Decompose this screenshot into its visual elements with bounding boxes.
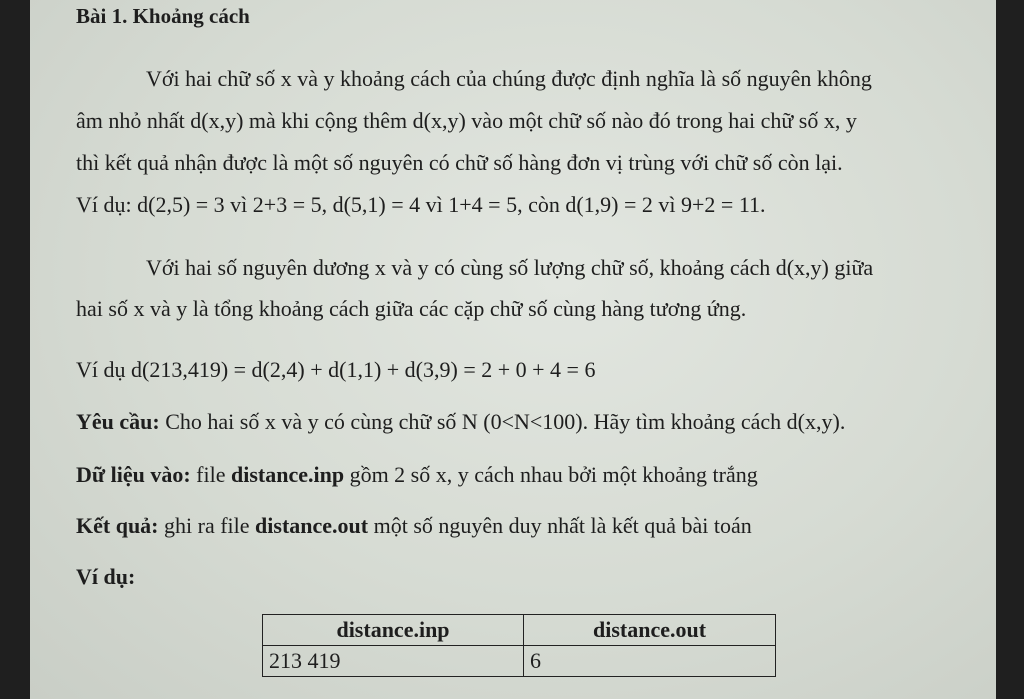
input-text-after: gồm 2 số x, y cách nhau bởi một khoảng trắng: [344, 462, 758, 487]
table-cell-output: 6: [524, 646, 776, 677]
problem-title: Bài 1. Khoảng cách: [76, 4, 250, 28]
input-filename: distance.inp: [230, 462, 345, 487]
requirement-label: Yêu cầu:: [76, 409, 160, 434]
example-formula: Ví dụ d(213,419) = d(2,4) + d(1,1) + d(3,9) = 2 + 0 + 4 = 6: [76, 357, 596, 382]
input-label: Dữ liệu vào:: [76, 462, 191, 487]
output-text-before: ghi ra file: [158, 513, 256, 538]
output-text-after: một số nguyên duy nhất là kết quả bài toán: [368, 513, 752, 538]
requirement-text: Cho hai số x và y có cùng chữ số N (0<N<100). Hãy tìm khoảng cách d(x,y).: [159, 409, 846, 434]
table-cell-input: 213 419: [263, 646, 524, 677]
table-row: [263, 646, 776, 677]
input-text-before: file: [190, 462, 231, 487]
document-page: [30, 0, 996, 699]
paragraph1-line2: âm nhỏ nhất d(x,y) mà khi cộng thêm d(x,y) vào một chữ số nào đó trong hai chữ số x, y: [76, 108, 857, 133]
example-label: Ví dụ:: [76, 564, 136, 589]
paragraph2-line2: hai số x và y là tổng khoảng cách giữa các cặp chữ số cùng hàng tương ứng.: [76, 296, 747, 321]
paragraph2-line1: Với hai số nguyên dương x và y có cùng số lượng chữ số, khoảng cách d(x,y) giữa: [146, 255, 874, 280]
output-label: Kết quả:: [76, 513, 159, 538]
table-header-row: [263, 615, 776, 646]
example-table: [262, 614, 776, 677]
output-filename: distance.out: [255, 513, 369, 538]
table-header-output: distance.out: [524, 615, 776, 646]
output-line: [76, 513, 752, 539]
input-line: [76, 462, 758, 488]
paragraph1-line1: Với hai chữ số x và y khoảng cách của chúng được định nghĩa là số nguyên không: [146, 66, 872, 91]
requirement-line: [76, 409, 845, 435]
paragraph1-line4: Ví dụ: d(2,5) = 3 vì 2+3 = 5, d(5,1) = 4 vì 1+4 = 5, còn d(1,9) = 2 vì 9+2 = 11.: [76, 192, 766, 217]
table-header-input: distance.inp: [263, 615, 524, 646]
paragraph1-line3: thì kết quả nhận được là một số nguyên có chữ số hàng đơn vị trùng với chữ số còn lại.: [76, 150, 843, 175]
